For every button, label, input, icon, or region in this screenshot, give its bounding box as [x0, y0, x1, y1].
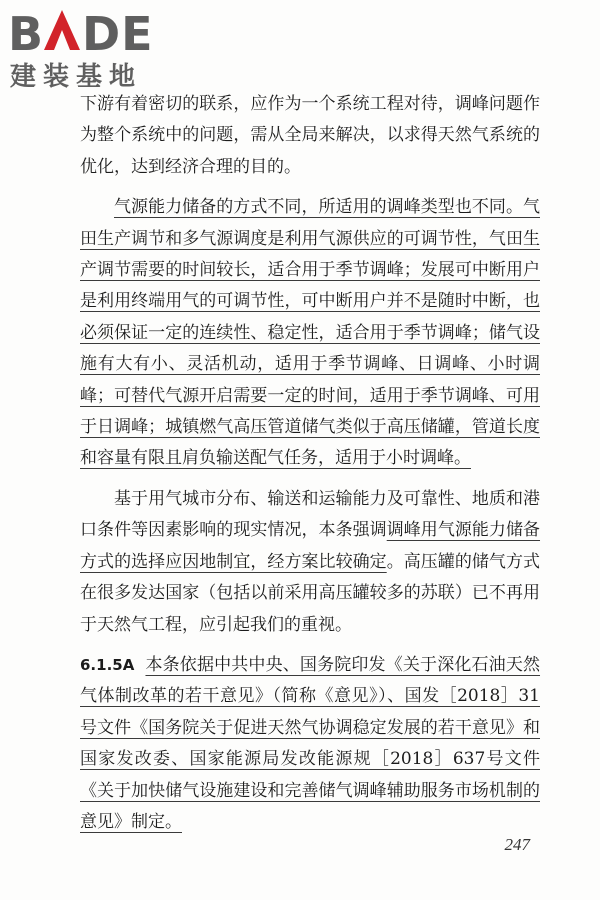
- body-text: [80, 89, 540, 838]
- paragraph-3-part-b: 。高压罐的储气方式在很多发达国家（包括以前采用高压罐较多的苏联）已不再用于天然气工程，应引起我们的重视。: [80, 551, 541, 635]
- page-number: 247: [504, 835, 530, 854]
- svg-text:DE: DE: [82, 7, 154, 56]
- paragraph-1: 下游有着密切的联系，应作为一个系统工程对待，调峰问题作为整个系统中的问题，需从全局来解决，以求得天然气系统的优化，达到经济合理的目的。: [80, 94, 540, 177]
- paragraph-3: [80, 484, 540, 641]
- paragraph-3-underlined: 调峰用气源能力储备方式的选择应因地制宜，经方案比较确定: [80, 520, 541, 572]
- paragraph-2-underlined: 气源能力储备的方式不同，所适用的调峰类型也不同。气田生产调节和多气源调度是利用气源供应的可调节性，气田生产调节需要的时间较长，适合用于季节调峰；发展可中断用户是利用终端用气的可调节性，可中断用户并不是随时中断，也必须保证一定的连续性、稳定性，适合用于季节调峰；储气设施有大有小、灵活机动，适用于季节调峰、日调峰、小时调峰；可替代气源开启需要一定的时间，适用于季节调峰、可用于日调峰；城镇燃气高压管道储气类似于高压储罐，管道长度和容量有限且肩负输送配气任务，适用于小时调峰。: [80, 197, 540, 469]
- logo-subtitle: 建装基地: [10, 62, 143, 92]
- svg-text:B: B: [8, 7, 45, 56]
- bade-logo: [8, 6, 178, 56]
- paragraph-4: [80, 650, 540, 838]
- clause-number: 6.1.5A: [80, 655, 135, 674]
- paragraph-3-part-a: 基于用气城市分布、输送和运输能力及可靠性、地质和港口条件等因素影响的现实情况，本条强调: [80, 488, 540, 541]
- paragraph-4-underlined: 本条依据中共中央、国务院印发《关于深化石油天然气体制改革的若干意见》（简称《意见》）、国发［2018］31号文件《国务院关于促进天然气协调稳定发展的若干意见》和国家发改委、国家能源局发改能源规［2018］637号文件《关于加快储气设施建设和完善储气调峰辅助服务市场机制的意见》制定。: [80, 654, 541, 832]
- bade-logo-mark: [8, 6, 178, 56]
- paragraph-2: [80, 192, 540, 475]
